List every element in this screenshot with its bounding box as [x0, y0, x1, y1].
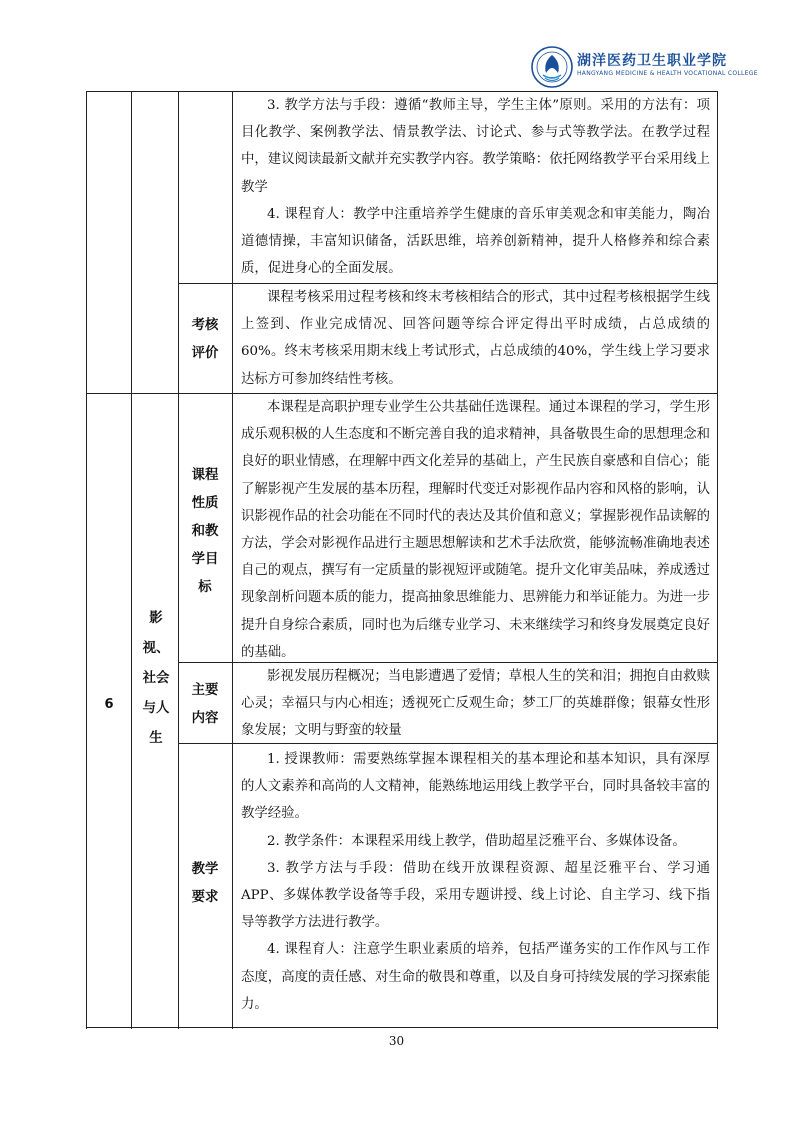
requirement-paragraph: 3. 教学方法与手段：借助在线开放课程资源、超星泛雅平台、学习通APP、多媒体教学设备等手段，采用专题讲授、线上讨论、自主学习、线下指导等教学方法进行教学。 — [241, 860, 710, 931]
teaching-paragraph: 3. 教学方法与手段：遵循“教师主导，学生主体”原则。采用的方法有：项目化教学、案例教学法、情景教学法、讨论式、参与式等教学法。在教学过程中，建议阅读最新文献并充实教学内容。教学策略：依托网络教学平台采用线上教学 — [241, 98, 710, 195]
main-content-label — [178, 677, 232, 733]
requirement-paragraph: 1. 授课教师：需要熟练掌握本课程相关的基本理论和基本知识，具有深厚的人文素养和高尚的人文精神，能熟练地运用线上教学平台，同时具备较丰富的教学经验。 — [241, 752, 710, 822]
teaching-requirements-label-line: 教学 — [191, 862, 219, 877]
course-name-line: 影 — [149, 611, 163, 626]
main-content-label-line: 主要 — [191, 683, 219, 698]
course-nature-label-line: 学目 — [191, 552, 219, 567]
requirement-paragraph: 2. 教学条件：本课程采用线上教学，借助超星泛雅平台、多媒体设备。 — [267, 833, 686, 849]
teaching-requirements-label — [178, 856, 232, 912]
teaching-requirements-text — [241, 746, 710, 1018]
course-name-line: 与人 — [142, 701, 170, 716]
course-nature-text — [241, 394, 710, 666]
main-content-text — [241, 663, 710, 745]
course-name — [133, 604, 179, 754]
college-logo-icon — [531, 46, 573, 88]
assessment-label-line: 考核 — [191, 318, 219, 333]
table-border-bottom — [86, 1027, 718, 1028]
main-content-label-line: 内容 — [191, 711, 219, 726]
requirement-paragraph: 4. 课程育人：注意学生职业素质的培养，包括严谨务实的工作作风与工作态度，高度的责任感、对生命的敬畏和尊重，以及自身可持续发展的学习探索能力。 — [241, 942, 710, 1012]
teaching-requirements-label-line: 要求 — [191, 890, 219, 905]
teaching-paragraph: 4. 课程育人：教学中注重培养学生健康的音乐审美观念和审美能力，陶冶道德情操，丰富知识储备，活跃思维，培养创新精神，提升人格修养和综合素质，促进身心的全面发展。 — [241, 206, 710, 277]
assessment-label-line: 评价 — [191, 346, 219, 361]
column-divider-3 — [232, 91, 233, 1029]
course-name-line: 生 — [149, 731, 163, 746]
course-name-line: 视、 — [142, 641, 170, 656]
main-content-paragraph: 影视发展历程概况；当电影遭遇了爱情；草根人生的笑和泪；拥抱自由救赎心灵；幸福只与内心相连；透视死亡反观生命；梦工厂的英雄群像；银幕女性形象发展；文明与野蛮的较量 — [241, 669, 710, 739]
course-nature-label-line: 和教 — [191, 524, 219, 539]
page-number: 30 — [388, 1034, 405, 1048]
table-border-right — [717, 91, 718, 1029]
table-border-left — [86, 91, 87, 1029]
college-name-en: HANGYANG MEDICINE & HEALTH VOCATIONAL COLLEGE — [577, 70, 758, 77]
course-nature-label — [178, 462, 232, 602]
assessment-paragraph: 课程考核采用过程考核和终末考核相结合的形式，其中过程考核根据学生线上签到、作业完成情况、回答问题等综合评定得出平时成绩，占总成绩的60%。终末考核采用期末线上考试形式，占总成绩的40%，学生线上学习要求达标方可参加终结性考核。 — [241, 290, 710, 387]
course-nature-label-line: 性质 — [191, 496, 219, 511]
teaching-requirements-continued — [241, 92, 710, 282]
course-nature-label-line: 课程 — [191, 468, 219, 483]
course-number: 6 — [104, 697, 114, 712]
assessment-text — [241, 284, 710, 393]
assessment-label — [178, 312, 232, 368]
column-divider-1 — [131, 91, 132, 1029]
page-header — [0, 0, 793, 90]
college-name-cn: 湖洋医药卫生职业学院 — [577, 53, 727, 69]
course-nature-paragraph: 本课程是高职护理专业学生公共基础任选课程。通过本课程的学习，学生形成乐观积极的人生态度和不断完善自我的追求精神，具备敬畏生命的思想理念和良好的职业情感，在理解中西文化差异的基础上，产生民族自豪感和自信心；能了解影视产生发展的基本历程，理解时代变迁对影视作品内容和风格的影响，认识影视作品的社会功能在不同时代的表达及其价值和意义；掌握影视作品读解的方法，学会对影视作品进行主题思想解读和艺术手法欣赏，能够流畅准确地表述自己的观点，撰写有一定质量的影视短评或随笔。提升文化审美品味，养成透过现象剖析问题本质的能力，提高抽象思维能力、思辨能力和举证能力。为进一步提升自身综合素质，同时也为后继专业学习、未来继续学习和终身发展奠定良好的基础。 — [241, 400, 710, 660]
course-name-line: 社会 — [142, 671, 170, 686]
course-nature-label-line: 标 — [198, 580, 212, 595]
